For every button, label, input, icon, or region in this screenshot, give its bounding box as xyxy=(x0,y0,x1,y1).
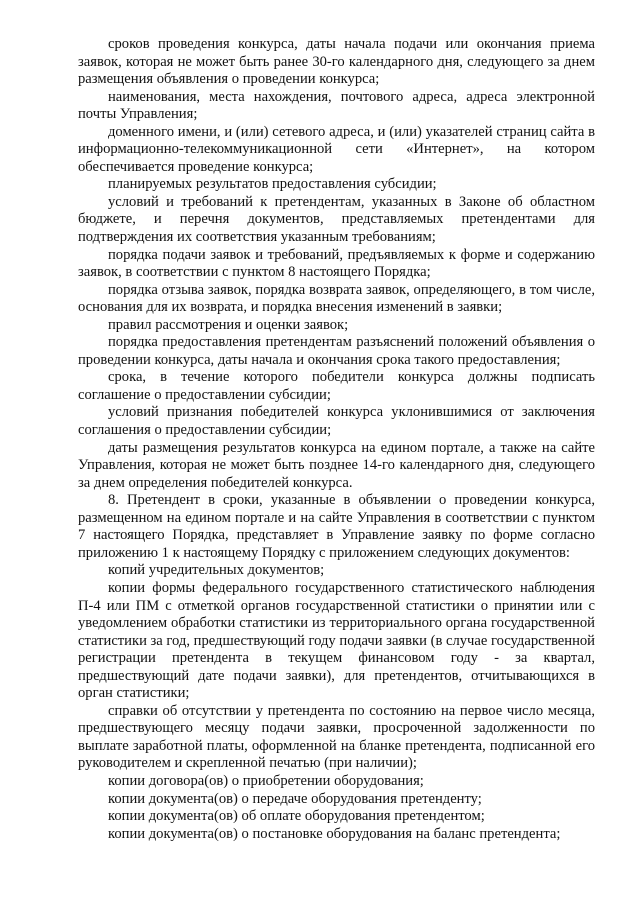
paragraph: порядка предоставления претендентам разъяснений положений объявления о проведении конкурса, даты начала и окончания срока такого предоставления; xyxy=(78,334,595,368)
paragraph: копий учредительных документов; xyxy=(108,562,325,579)
paragraph: копии документа(ов) о передаче оборудования претенденту; xyxy=(108,790,482,807)
document-page xyxy=(78,36,595,843)
paragraph: планируемых результатов предоставления субсидии; xyxy=(108,176,437,193)
paragraph: условий и требований к претендентам, указанных в Законе об областном бюджете, и перечня документов, представляемых претендентами для подтверждения их соответствия указанным требованиям; xyxy=(78,193,595,246)
paragraph: порядка подачи заявок и требований, предъявляемых к форме и содержанию заявок, в соответствии с пунктом 8 настоящего Порядка; xyxy=(78,246,595,281)
paragraph: сроков проведения конкурса, даты начала подачи или окончания приема заявок, которая не может быть ранее 30-го календарного дня, следующего за днем размещения объявления о проведении конкурса; xyxy=(78,36,595,88)
paragraph: справки об отсутствии у претендента по состоянию на первое число месяца, предшествующего месяцу подачи заявки, просроченной задолженности по выплате заработной платы, оформленной на бланке претендента, подписанной его руководителем и скрепленной печатью (при наличии); xyxy=(78,702,595,772)
paragraph: копии договора(ов) о приобретении оборудования; xyxy=(108,772,424,789)
paragraph: правил рассмотрения и оценки заявок; xyxy=(108,316,349,333)
paragraph: копии формы федерального государственного статистического наблюдения П-4 или ПМ с отметкой органов государственной статистики о принятии или с уведомлением обработки статистики из территориального органа государственной статистики за год, предшествующий году подачи заявки (в случае государственной регистрации претендента в текущем финансовом году - за квартал, предшествующий дате подачи заявки), для претендентов, отчитывающихся в орган статистики; xyxy=(78,579,595,702)
paragraph: доменного имени, и (или) сетевого адреса, и (или) указателей страниц сайта в информационно-телекоммуникационной сети «Интернет», на котором обеспечивается проведение конкурса; xyxy=(78,123,595,175)
paragraph: порядка отзыва заявок, порядка возврата заявок, определяющего, в том числе, основания для их возврата, и порядка внесения изменений в заявки; xyxy=(78,281,595,316)
paragraph: копии документа(ов) о постановке оборудования на баланс претендента; xyxy=(108,825,561,842)
section-8-paragraph: 8. Претендент в сроки, указанные в объявлении о проведении конкурса, размещенном на едином портале и на сайте Управления в соответствии с пунктом 7 настоящего Порядка, представляет в Управление заявку по форме согласно приложению 1 к настоящему Порядку с приложением следующих документов: xyxy=(78,492,595,561)
paragraph: условий признания победителей конкурса уклонившимися от заключения соглашения о предоставлении субсидии; xyxy=(78,404,595,439)
paragraph: даты размещения результатов конкурса на едином портале, а также на сайте Управления, которая не может быть позднее 14-го календарного дня, следующего за днем определения победителей конкурса. xyxy=(78,439,595,491)
paragraph: копии документа(ов) об оплате оборудования претендентом; xyxy=(108,808,485,825)
paragraph: срока, в течение которого победители конкурса должны подписать соглашение о предоставлении субсидии; xyxy=(78,369,595,403)
paragraph: наименования, места нахождения, почтового адреса, адреса электронной почты Управления; xyxy=(78,88,595,123)
